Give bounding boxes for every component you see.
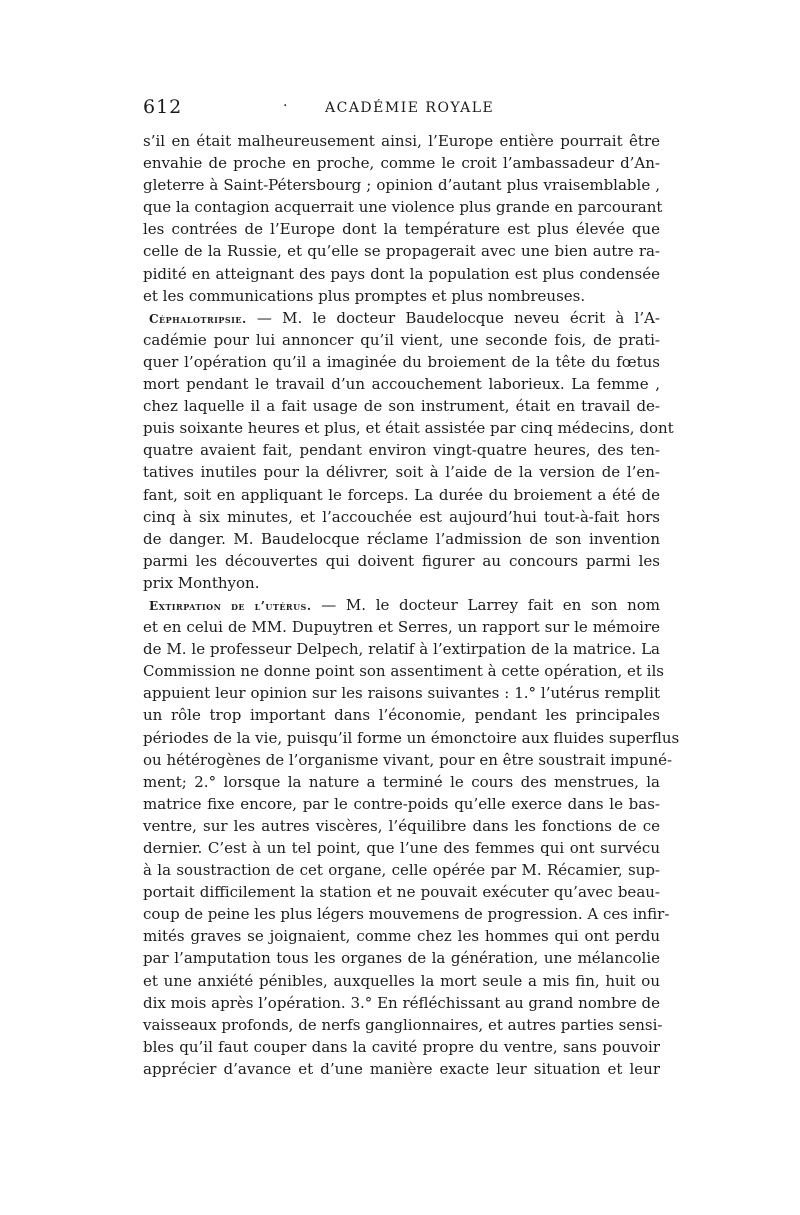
text-line: envahie de proche en proche, comme le croit l’ambassadeur d’An- — [143, 154, 660, 173]
text-line: ou hétérogènes de l’organisme vivant, pour en être soustrait impuné- — [143, 750, 673, 769]
text-line: puis soixante heures et plus, et était assistée par cinq médecins, dont — [143, 419, 674, 438]
text-line: chez laquelle il a fait usage de son instrument, était en travail de- — [143, 397, 660, 416]
text-line: à la soustraction de cet organe, celle opérée par M. Récamier, sup- — [143, 861, 660, 880]
text-fragment: — M. le docteur Larrey fait en son nom — [321, 595, 660, 614]
section-heading-extirpation: Extirpation de l’utérus. — [149, 598, 312, 613]
text-line: vaisseaux profonds, de nerfs ganglionnaires, et autres parties sensi- — [143, 1015, 663, 1034]
text-line: par l’amputation tous les organes de la génération, une mélancolie — [143, 949, 660, 968]
text-line: de danger. M. Baudelocque réclame l’admission de son invention — [143, 529, 660, 548]
text-line: gleterre à Saint-Pétersbourg ; opinion d’autant plus vraisemblable , — [143, 176, 660, 195]
text-line: Commission ne donne point son assentiment à cette opération, et ils — [143, 662, 664, 681]
text-line: pidité en atteignant des pays dont la population est plus condensée — [143, 264, 660, 283]
text-line: celle de la Russie, et qu’elle se propagerait avec une bien autre ra- — [143, 242, 660, 261]
text-line: apprécier d’avance et d’une manière exacte leur situation et leur — [143, 1059, 660, 1078]
paragraph-extirpation-uterus — [143, 594, 680, 1080]
text-line: s’il en était malheureusement ainsi, l’Europe entière pourrait être — [143, 132, 660, 150]
text-line: matrice fixe encore, par le contre-poids qu’elle exerce dans le bas- — [143, 794, 660, 813]
text-line: fant, soit en appliquant le forceps. La durée du broiement a été de — [143, 485, 660, 504]
text-line: dix mois après l’opération. 3.° En réfléchissant au grand nombre de — [143, 993, 660, 1012]
page-header — [143, 96, 660, 124]
text-fragment: — M. le docteur Baudelocque neveu écrit à l’A- — [256, 308, 660, 327]
running-head: ACADÉMIE ROYALE — [325, 100, 495, 116]
section-first-line — [143, 594, 660, 616]
text-line: un rôle trop important dans l’économie, pendant les principales — [143, 706, 660, 725]
text-line: portait difficilement la station et ne pouvait exécuter qu’avec beau- — [143, 883, 660, 902]
text-line: ventre, sur les autres viscères, l’équilibre dans les fonctions de ce — [143, 816, 660, 835]
body-text — [143, 130, 680, 1080]
text-line: cinq à six minutes, et l’accouchée est aujourd’hui tout-à-fait hors — [143, 507, 660, 526]
text-line: ment; 2.° lorsque la nature a terminé le cours des menstrues, la — [143, 772, 660, 791]
text-line: quatre avaient fait, pendant environ vingt-quatre heures, des ten- — [143, 441, 660, 460]
text-line: dernier. C’est à un tel point, que l’une des femmes qui ont survécu — [143, 839, 660, 857]
page-number: 612 — [143, 96, 183, 118]
text-line: mort pendant le travail d’un accouchement laborieux. La femme , — [143, 375, 660, 394]
text-line: bles qu’il faut couper dans la cavité propre du ventre, sans pouvoir — [143, 1037, 660, 1056]
text-line: que la contagion acquerrait une violence plus grande en parcourant — [143, 198, 663, 217]
text-line: prix Monthyon. — [143, 573, 260, 592]
text-line: parmi les découvertes qui doivent figurer au concours parmi les — [143, 551, 660, 570]
text-line: et en celui de MM. Dupuytren et Serres, un rapport sur le mémoire — [143, 618, 660, 637]
text-line: appuient leur opinion sur les raisons suivantes : 1.° l’utérus remplit — [143, 684, 660, 703]
text-line: et une anxiété pénibles, auxquelles la mort seule a mis fin, huit ou — [143, 971, 660, 990]
paragraph-cephalotripsie — [143, 307, 674, 594]
text-line: quer l’opération qu’il a imaginée du broiement de la tête du fœtus — [143, 352, 660, 371]
section-first-line — [143, 307, 660, 329]
header-dot: · — [283, 98, 288, 114]
text-line: mités graves se joignaient, comme chez les hommes qui ont perdu — [143, 927, 660, 946]
text-line: cadémie pour lui annoncer qu’il vient, une seconde fois, de prati- — [143, 330, 660, 349]
text-line: tatives inutiles pour la délivrer, soit à l’aide de la version de l’en- — [143, 463, 660, 482]
paragraph-cholera-continuation — [143, 130, 663, 307]
section-heading-cephalotripsie: Céphalotripsie. — [149, 311, 247, 326]
text-line: coup de peine les plus légers mouvemens de progression. A ces infir- — [143, 905, 670, 924]
text-line: périodes de la vie, puisqu’il forme un émonctoire aux fluides superflus — [143, 728, 680, 747]
text-line: et les communications plus promptes et plus nombreuses. — [143, 286, 586, 305]
text-line: de M. le professeur Delpech, relatif à l’extirpation de la matrice. La — [143, 640, 660, 659]
text-line: les contrées de l’Europe dont la température est plus élevée que — [143, 220, 660, 239]
